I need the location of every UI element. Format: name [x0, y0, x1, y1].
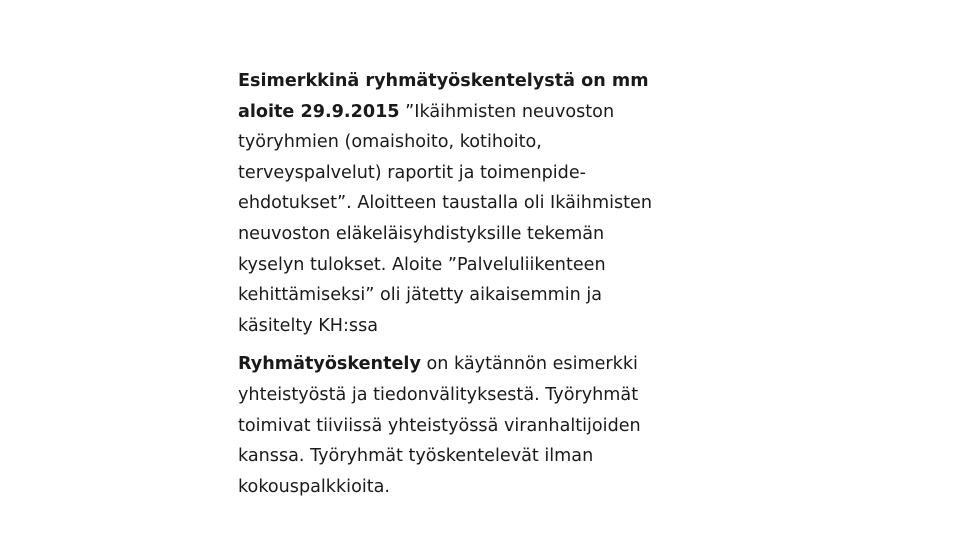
text-run: Esimerkkinä ryhmätyöskentelystä on mm — [238, 71, 649, 91]
text-line — [238, 219, 718, 250]
text-line — [238, 158, 718, 189]
text-line — [238, 472, 718, 503]
text-run: Ryhmätyöskentely — [238, 354, 421, 375]
text-run: kokouspalkkioita. — [238, 476, 390, 497]
text-run: neuvoston eläkeläisyhdistyksille tekemän — [238, 223, 605, 244]
text-line — [238, 380, 718, 411]
text-line — [238, 311, 718, 342]
text-run: terveyspalvelut) raportit ja toimenpide- — [238, 162, 587, 183]
text-run: yhteistyöstä ja tiedonvälityksestä. Työryhmät — [238, 384, 639, 405]
text-run: aloite 29.9.2015 — [238, 101, 400, 122]
text-run: toimivat tiiviissä yhteistyössä viranhaltijoiden — [238, 415, 641, 436]
text-line — [238, 250, 718, 281]
text-run: kyselyn tulokset. Aloite ”Palveluliikenteen — [238, 254, 606, 275]
slide-body — [238, 66, 718, 502]
paragraph-group-work — [238, 349, 718, 502]
text-run: työryhmien (omaishoito, kotihoito, — [238, 132, 542, 153]
text-run: kanssa. Työryhmät työskentelevät ilman — [238, 446, 594, 467]
text-line — [238, 280, 718, 311]
text-run: ”Ikäihmisten neuvoston — [399, 101, 615, 122]
text-line — [238, 188, 718, 219]
text-line — [238, 127, 718, 158]
text-line — [238, 66, 718, 97]
text-line — [238, 97, 718, 128]
paragraph-example-initiative — [238, 66, 718, 341]
text-line — [238, 411, 718, 442]
text-line — [238, 349, 718, 380]
text-line — [238, 441, 718, 472]
text-run: kehittämiseksi” oli jätetty aikaisemmin ja — [238, 285, 603, 306]
text-run: ehdotukset”. Aloitteen taustalla oli Ikäihmisten — [238, 193, 653, 214]
text-run: käsitelty KH:ssa — [238, 315, 379, 336]
text-run: on käytännön esimerkki — [420, 354, 638, 375]
